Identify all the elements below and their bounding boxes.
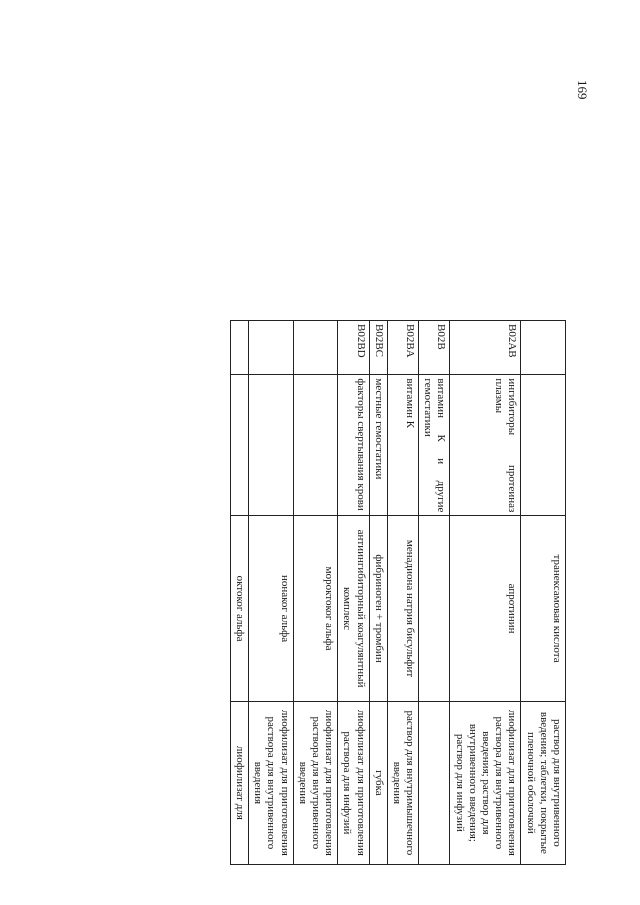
dosage-form-cell: раствор для внутривенного введения; таблетки, покрытые пленочной оболочкой	[521, 701, 566, 864]
atc-code-cell: B02BC	[369, 321, 387, 375]
drug-name-cell: мороктоког альфа	[293, 516, 338, 701]
dosage-form-cell: лиофилизат для приготовления раствора для внутривенного введения; раствор для внутривенного введения; раствор для инфузий	[450, 701, 521, 864]
group-cell	[249, 375, 294, 516]
drug-name-cell	[419, 516, 450, 701]
group-cell: ингибиторы протеиназ плазмы	[450, 375, 521, 516]
table-row	[521, 321, 566, 865]
atc-code-cell	[249, 321, 294, 375]
atc-code-cell: B02AB	[450, 321, 521, 375]
dosage-form-cell: губка	[369, 701, 387, 864]
drug-name-cell: апротинин	[450, 516, 521, 701]
drug-name-cell: фибриноген + тромбин	[369, 516, 387, 701]
group-cell: витамин К и другие гемостатики	[419, 375, 450, 516]
atc-code-cell	[293, 321, 338, 375]
dosage-form-cell	[419, 701, 450, 864]
page-number: 169	[575, 80, 590, 100]
group-cell	[293, 375, 338, 516]
group-cell: факторы свертывания крови	[338, 375, 369, 516]
table-row	[249, 321, 294, 865]
atc-code-cell: B02BA	[387, 321, 418, 375]
atc-code-cell: B02BD	[338, 321, 369, 375]
table-row	[338, 321, 369, 865]
table-row	[450, 321, 521, 865]
group-cell	[230, 375, 248, 516]
atc-code-cell	[521, 321, 566, 375]
drug-name-cell: менадиона натрия бисульфит	[387, 516, 418, 701]
table-row	[369, 321, 387, 865]
atc-code-cell	[230, 321, 248, 375]
dosage-form-cell: раствор для внутримышечного введения	[387, 701, 418, 864]
dosage-form-cell: лиофилизат для приготовления раствора для инфузий	[338, 701, 369, 864]
dosage-form-cell: лиофилизат для приготовления раствора для внутривенного введения	[293, 701, 338, 864]
drug-name-cell: октоког альфа	[230, 516, 248, 701]
group-cell: витамин К	[387, 375, 418, 516]
table-row	[387, 321, 418, 865]
rotated-table-container	[133, 320, 566, 865]
dosage-form-cell: лиофилизат для приготовления раствора для внутривенного введения	[249, 701, 294, 864]
drug-table	[230, 320, 566, 865]
atc-code-cell: B02B	[419, 321, 450, 375]
group-cell: местные гемостатики	[369, 375, 387, 516]
drug-name-cell: антиингибиторный коагулянтный комплекс	[338, 516, 369, 701]
table-row	[293, 321, 338, 865]
group-cell	[521, 375, 566, 516]
dosage-form-cell: лиофилизат для	[230, 701, 248, 864]
drug-name-cell: нонаког альфа	[249, 516, 294, 701]
table-row	[419, 321, 450, 865]
table-row	[230, 321, 248, 865]
drug-name-cell: транексамовая кислота	[521, 516, 566, 701]
